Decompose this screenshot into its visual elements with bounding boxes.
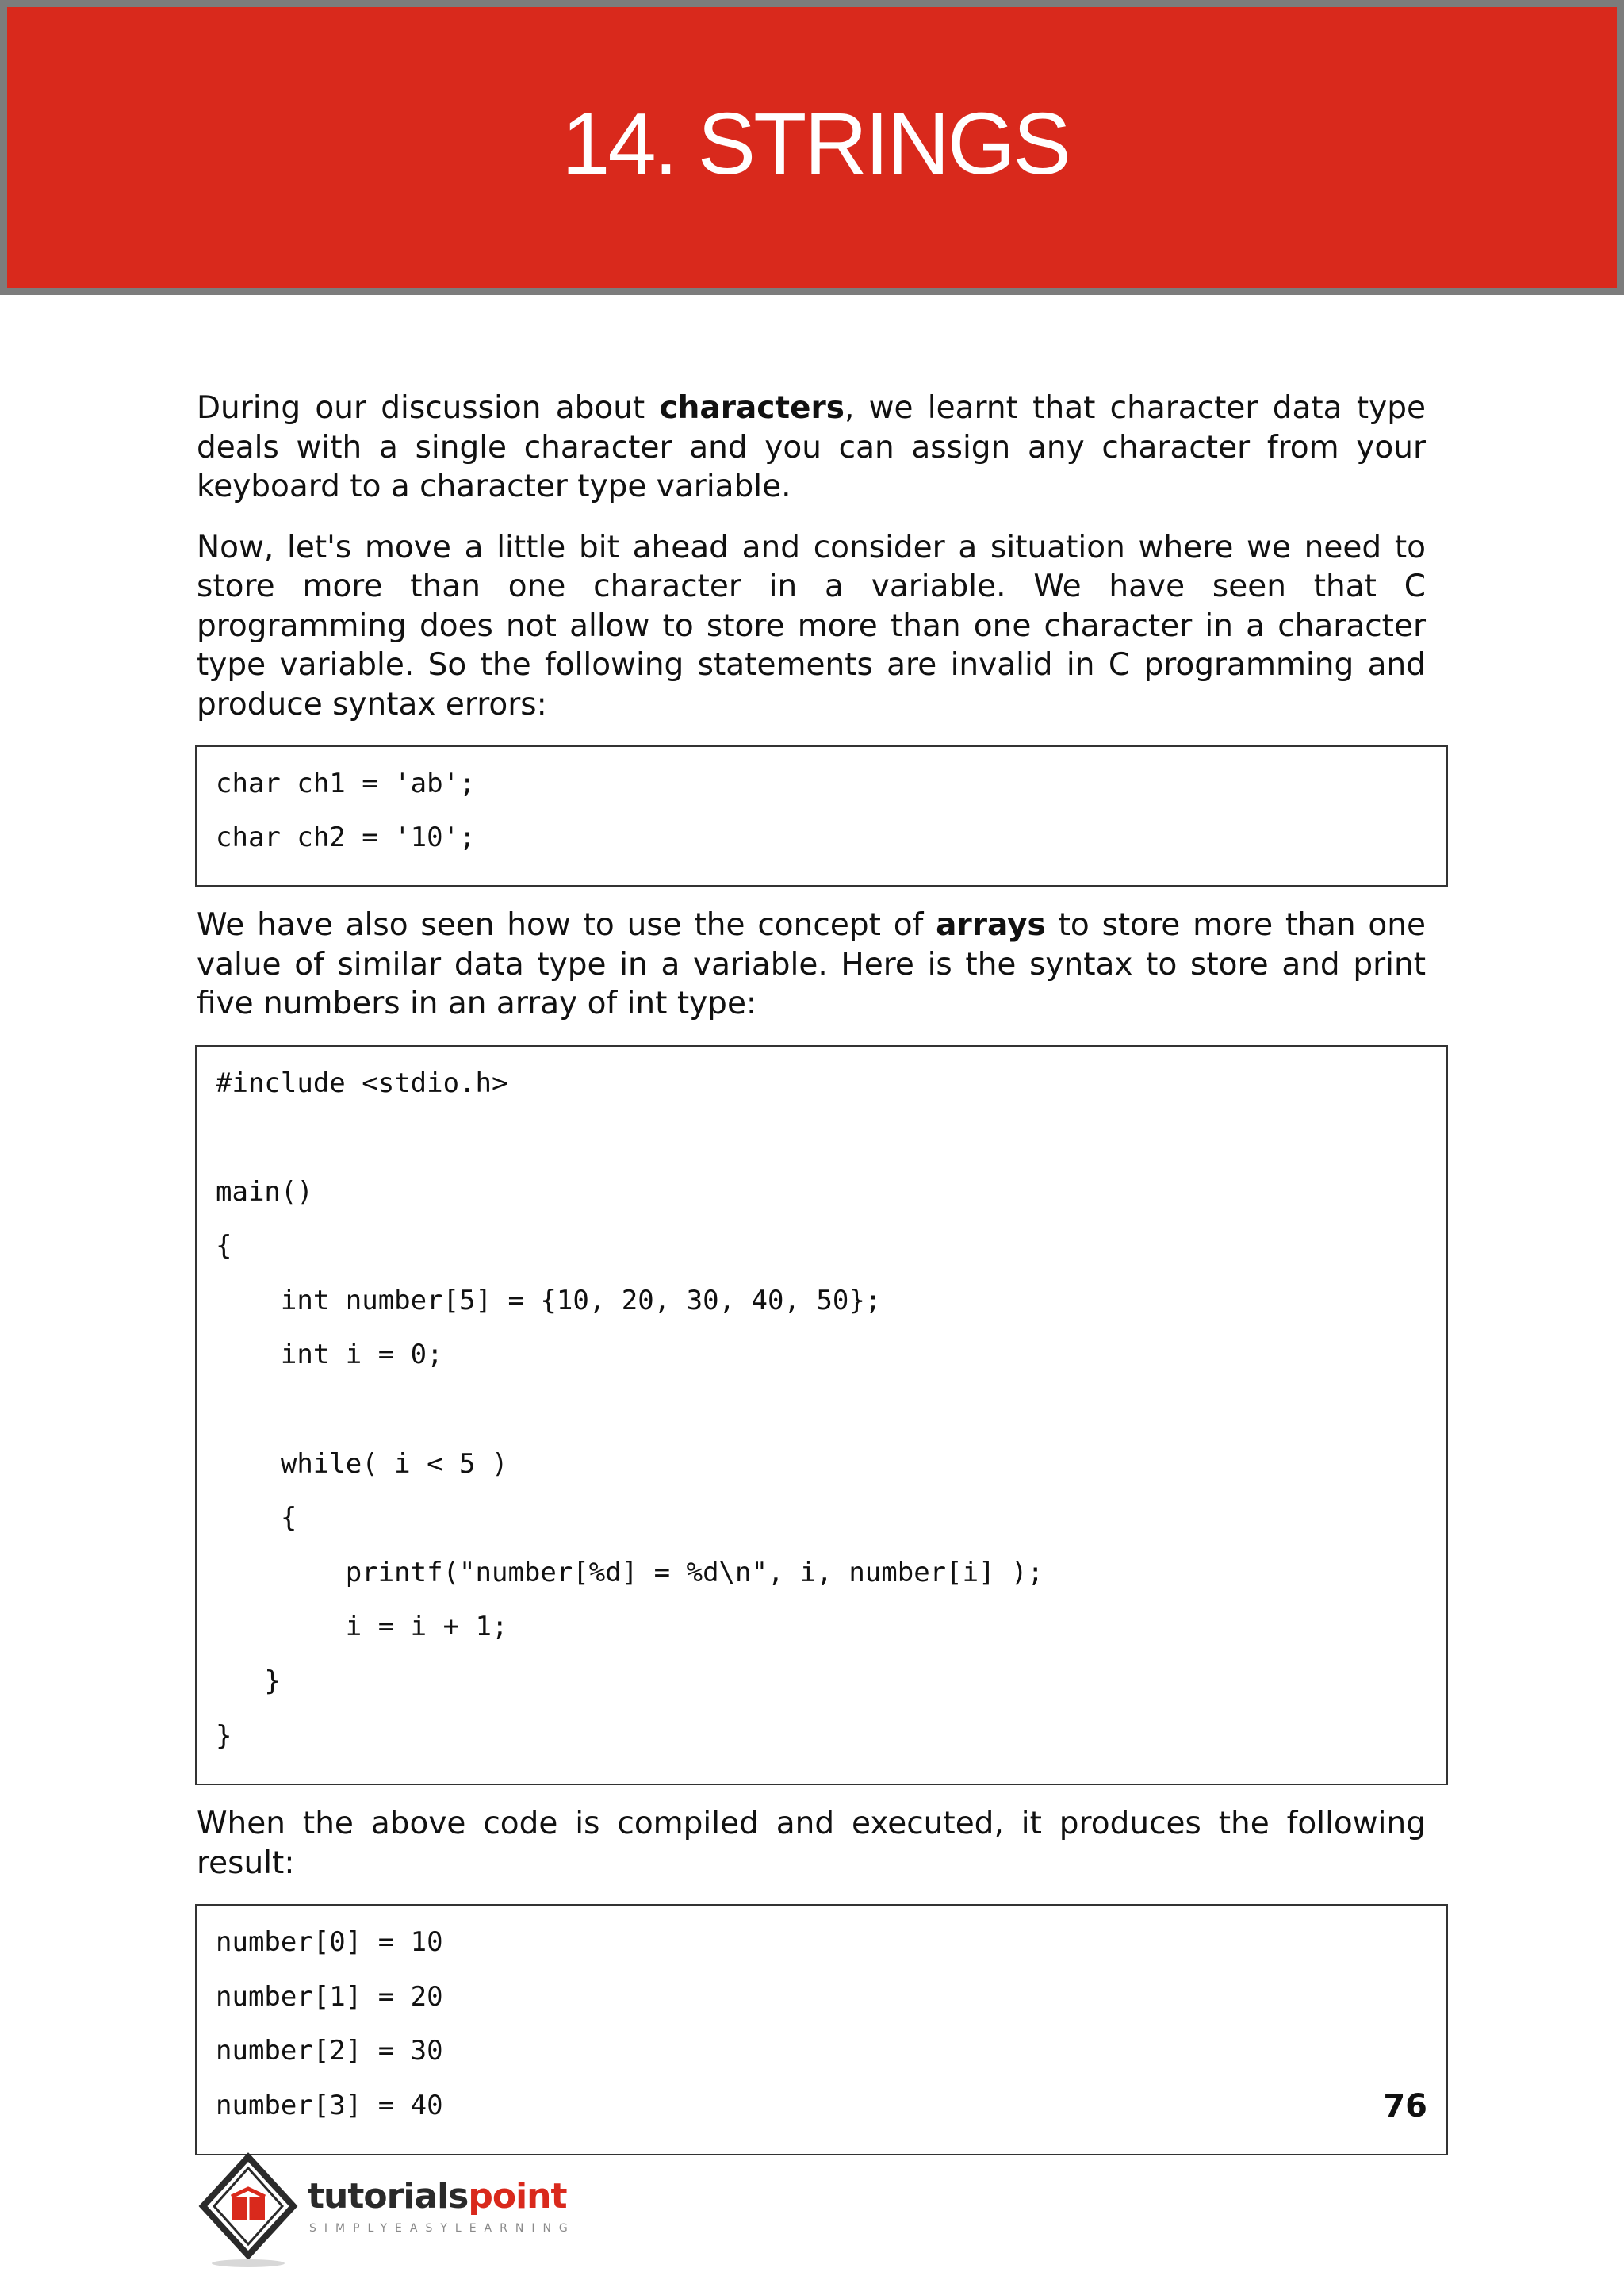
code-line [216, 1118, 1427, 1173]
p1-before: During our discussion about [197, 390, 660, 426]
p1-after: , we learnt that character data type deals with a single character and you can assign any character from your keyboard to a character type variable. [197, 390, 1426, 504]
p3-after: to store more than one value of similar data type in a variable. Here is the syntax to store and print five numbers in an array of int type: [197, 907, 1426, 1021]
code-line: } [216, 1719, 232, 1752]
chapter-banner [0, 0, 1624, 295]
code-line: main() [216, 1175, 313, 1208]
p1-bold-term: characters [659, 390, 845, 426]
p3-before: We have also seen how to use the concept of [197, 907, 936, 943]
code-line: } [216, 1665, 281, 1698]
page-number: 76 [1383, 2088, 1427, 2125]
code-line [216, 1390, 1427, 1445]
tutorialspoint-logo [197, 2151, 593, 2270]
paragraph-characters [197, 389, 1426, 507]
logo-diamond-icon [197, 2151, 300, 2270]
code-line: { [216, 1502, 297, 1534]
code-block-output [195, 1904, 1448, 2155]
paragraph-arrays [197, 906, 1426, 1024]
code-block-array-example [195, 1045, 1448, 1786]
code-line: number[3] = 40 [216, 2090, 443, 2121]
paragraph-multiple-chars: Now, let's move a little bit ahead and consider a situation where we need to store more than one character in a variable. We have seen that C programming does not allow to store more than one character in a character type variable. So the following statements are invalid in C programming and produce syntax errors: [197, 529, 1426, 722]
logo-tagline: SIMPLYEASYLEARNING [309, 2222, 576, 2235]
code-line: char ch2 = '10'; [216, 822, 476, 853]
p3-bold-term: arrays [936, 907, 1046, 943]
logo-text-tutorials: tutorials [308, 2176, 469, 2216]
code-line: char ch1 = 'ab'; [216, 768, 476, 799]
code-line: printf("number[%d] = %d\n", i, number[i] ); [216, 1556, 1044, 1588]
code-line: #include <stdio.h> [216, 1067, 508, 1099]
logo-text-point: point [468, 2176, 567, 2216]
code-line: number[2] = 30 [216, 2035, 443, 2067]
code-line: i = i + 1; [216, 1611, 508, 1643]
paragraph-result-intro: When the above code is compiled and executed, it produces the following result: [197, 1806, 1426, 1881]
code-line: number[0] = 10 [216, 1926, 443, 1959]
code-line: number[1] = 20 [216, 1980, 443, 2013]
code-line: while( i < 5 ) [216, 1447, 508, 1480]
chapter-title: 14. STRINGS [561, 94, 1069, 193]
code-line: int number[5] = {10, 20, 30, 40, 50}; [216, 1284, 882, 1316]
logo-wordmark [308, 2176, 567, 2216]
code-line: { [216, 1230, 232, 1262]
code-block-invalid-chars [195, 745, 1448, 887]
code-line: int i = 0; [216, 1339, 443, 1371]
page-content [197, 389, 1426, 2174]
